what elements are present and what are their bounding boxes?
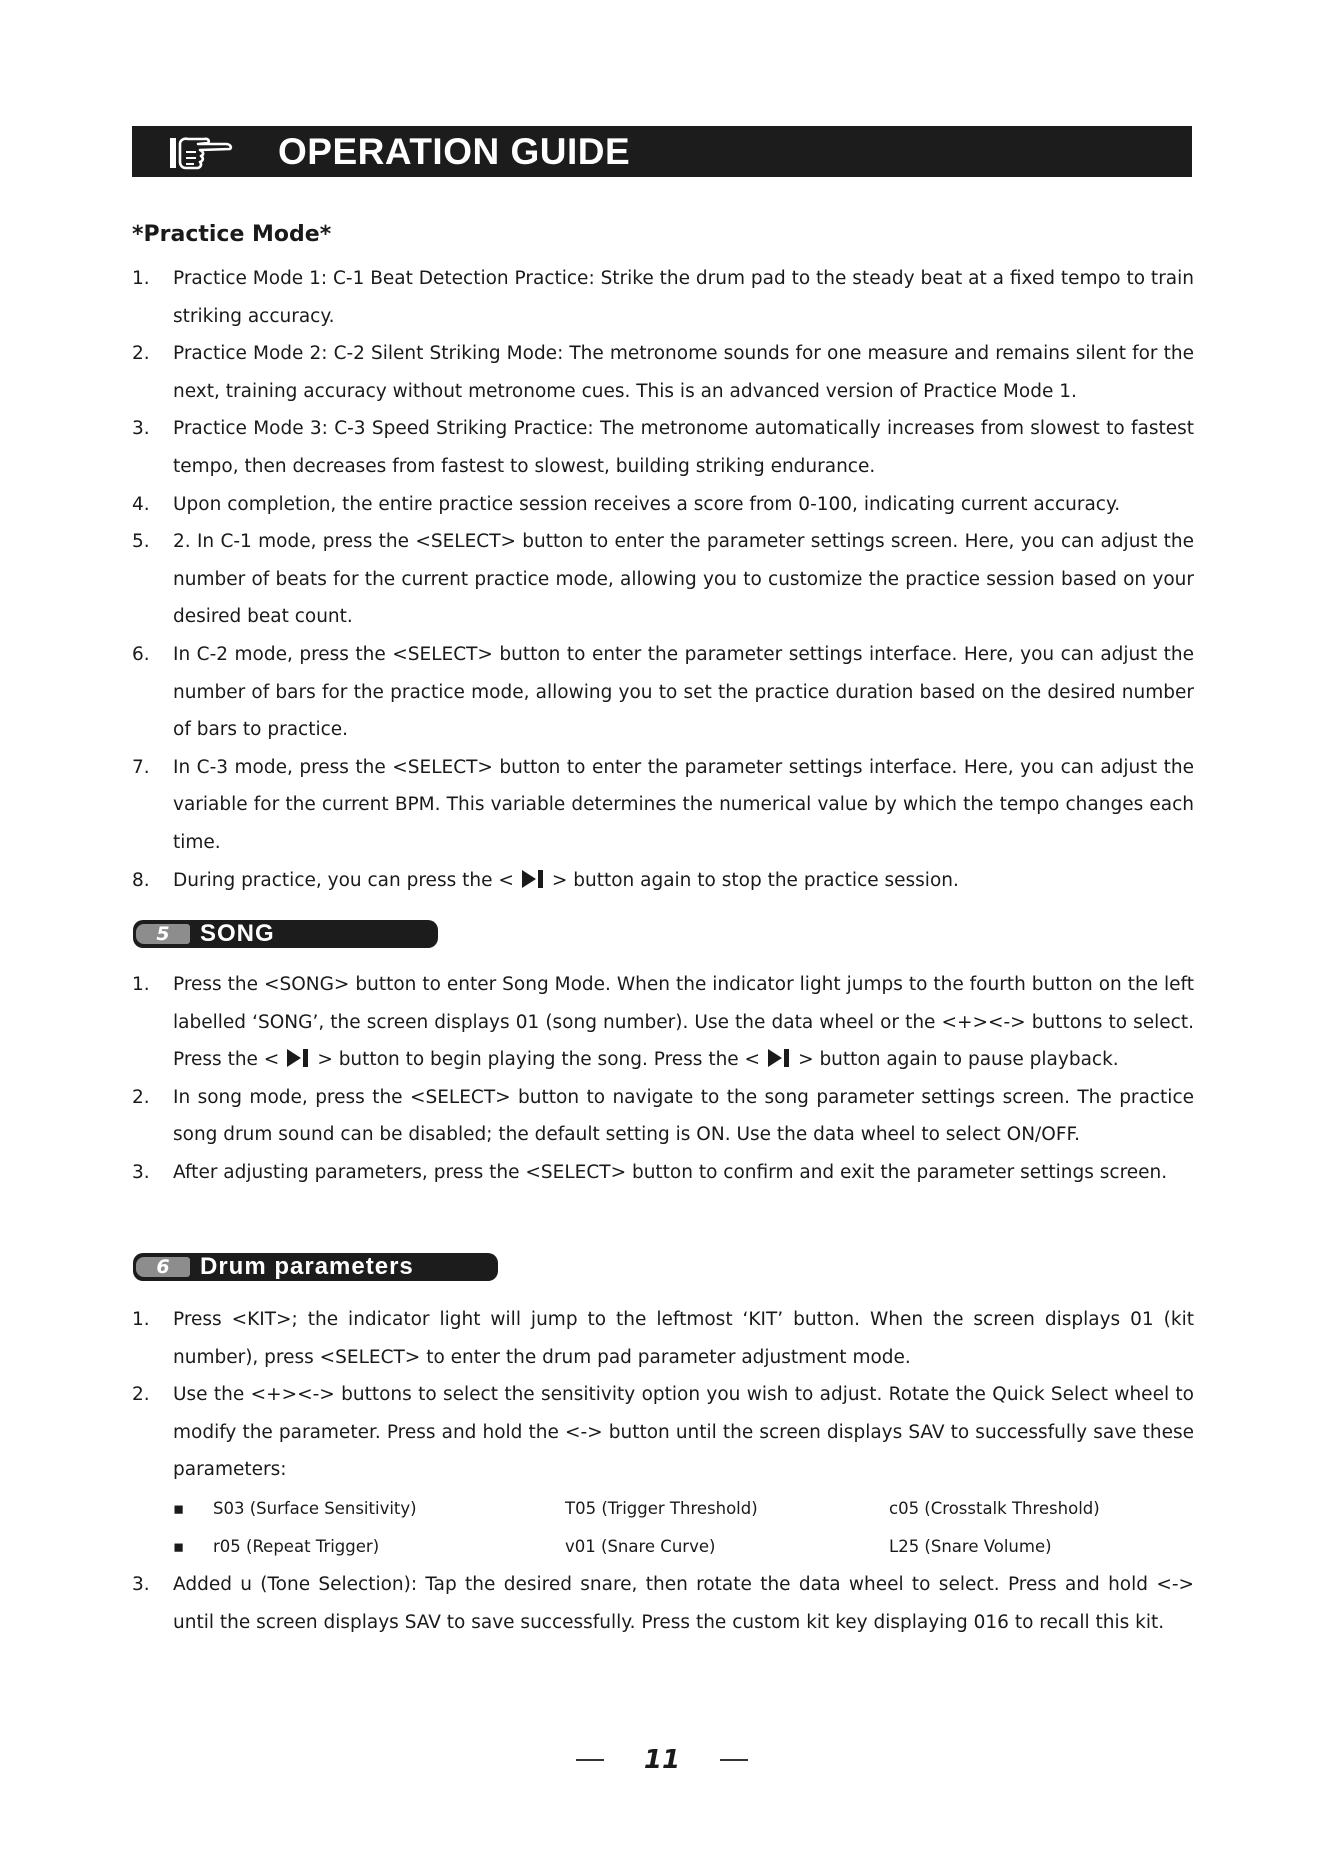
practice-mode-list — [132, 260, 1194, 899]
section-title: Drum parameters — [200, 1253, 414, 1280]
drum-parameters-section-header — [133, 1253, 498, 1281]
song-list — [132, 966, 1194, 1192]
operation-guide-banner — [132, 126, 1192, 177]
list-item: 1. Press <KIT>; the indicator light will jump to the leftmost ‘KIT’ button. When the screen displays 01 (kit number), press <SELECT> to enter the drum pad parameter adjustment mode. — [132, 1309, 1194, 1368]
play-pause-icon — [766, 1048, 792, 1068]
section-number-badge: 6 — [136, 1257, 190, 1277]
footer-dash — [576, 1759, 604, 1761]
list-item: 3. After adjusting parameters, press the <SELECT> button to confirm and exit the parameter settings screen. — [132, 1161, 1168, 1183]
list-item: 4. Upon completion, the entire practice session receives a score from 0-100, indicating current accuracy. — [132, 493, 1121, 515]
play-pause-icon — [285, 1048, 311, 1068]
page-number: 11 — [643, 1745, 681, 1775]
list-item: 2. Practice Mode 2: C-2 Silent Striking Mode: The metronome sounds for one measure and remains silent for the next, training accuracy without metronome cues. This is an advanced version of Practice Mode 1. — [132, 343, 1194, 402]
drum-parameters-list — [132, 1301, 1194, 1489]
song-section-header — [133, 920, 438, 948]
list-item: 3. Practice Mode 3: C-3 Speed Striking Practice: The metronome automatically increases from slowest to fastest tempo, then decreases from fastest to slowest, building striking endurance. — [132, 418, 1194, 477]
list-item: 7. In C-3 mode, press the <SELECT> button to enter the parameter settings interface. Here, you can adjust the variable for the current BPM. This variable determines the numerical value by which the tempo changes each time. — [132, 756, 1194, 853]
banner-title: OPERATION GUIDE — [278, 130, 631, 172]
list-item: 8. During practice, you can press the < > button again to stop the practice session. — [132, 869, 959, 891]
list-item: 5. 2. In C-1 mode, press the <SELECT> button to enter the parameter settings screen. Here, you can adjust the number of beats for the current practice mode, allowing you to customize the practice session based on your desired beat count. — [132, 531, 1194, 628]
practice-mode-heading: *Practice Mode* — [132, 222, 332, 247]
page-footer — [0, 1740, 1324, 1780]
list-item: 2. In song mode, press the <SELECT> button to navigate to the song parameter settings screen. The practice song drum sound can be disabled; the default setting is ON. Use the data wheel to select ON/OFF. — [132, 1086, 1194, 1146]
pointing-hand-icon — [164, 130, 244, 174]
footer-dash — [720, 1759, 748, 1761]
drum-parameters-list-continued — [132, 1566, 1194, 1641]
section-title: SONG — [200, 920, 275, 947]
table-row: ▪ S03 (Surface Sensitivity) T05 (Trigger Threshold) c05 (Crosstalk Threshold) — [173, 1499, 1100, 1518]
list-item: 1. Press the <SONG> button to enter Song Mode. When the indicator light jumps to the fourth button on the left labelled ‘SONG’, the screen displays 01 (song number). Use the data wheel or the <+><-> buttons to select. Press the < > button to begin playing the song. Press the < > button again to pause playback. — [132, 974, 1194, 1071]
list-item: 2. Use the <+><-> buttons to select the sensitivity option you wish to adjust. Rotate the Quick Select wheel to modify the parameter. Press and hold the <-> button until the screen displays SAV to successfully save these parameters: — [132, 1384, 1194, 1481]
section-number-badge: 5 — [136, 924, 190, 944]
list-item: 1. Practice Mode 1: C-1 Beat Detection Practice: Strike the drum pad to the steady beat at a fixed tempo to train striking accuracy. — [132, 268, 1194, 327]
parameter-table — [173, 1490, 1173, 1565]
table-row: ▪ r05 (Repeat Trigger) v01 (Snare Curve) L25 (Snare Volume) — [173, 1536, 1052, 1556]
play-pause-icon — [520, 869, 546, 889]
list-item: 6. In C-2 mode, press the <SELECT> button to enter the parameter settings interface. Here, you can adjust the number of bars for the practice mode, allowing you to set the practice duration based on the desired number of bars to practice. — [132, 643, 1194, 741]
list-item: 3. Added u (Tone Selection): Tap the desired snare, then rotate the data wheel to select. Press and hold <-> until the screen displays SAV to save successfully. Press the custom kit key displaying 016 to recall this kit. — [132, 1574, 1194, 1633]
